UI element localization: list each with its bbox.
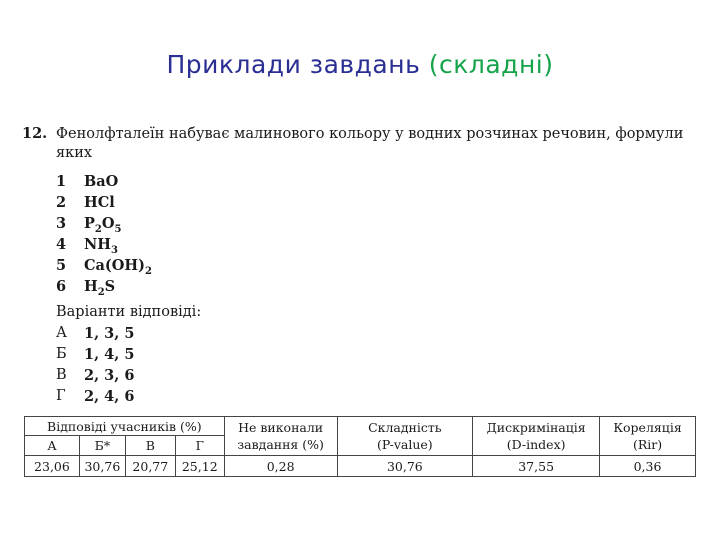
option-number: 6 bbox=[56, 278, 67, 295]
formula-subscript: 2 bbox=[94, 223, 102, 235]
option-number: 1 bbox=[56, 173, 67, 190]
formula-subscript: 3 bbox=[110, 244, 118, 256]
answer-variant-letter: А bbox=[56, 325, 67, 341]
difficulty-header-line1: Складність bbox=[368, 420, 442, 435]
answer-variant-list bbox=[56, 323, 201, 407]
question-text-continued: яких bbox=[56, 145, 93, 161]
option-number: 3 bbox=[56, 215, 67, 232]
answer-v-percent: 20,77 bbox=[125, 456, 175, 477]
slide-title-main: Приклади завдань bbox=[166, 50, 421, 79]
option-list bbox=[56, 171, 152, 297]
formula-subscript: 5 bbox=[114, 223, 122, 235]
formula-text: O bbox=[101, 215, 115, 232]
answer-b-header: Б* bbox=[79, 436, 125, 456]
answer-variant-item bbox=[56, 344, 201, 365]
answer-a-percent: 23,06 bbox=[25, 456, 80, 477]
answer-g-header: Г bbox=[175, 436, 224, 456]
answer-variant-item bbox=[56, 365, 201, 386]
difficulty-header-line2: (P-value) bbox=[377, 437, 433, 452]
question-block bbox=[22, 124, 712, 162]
option-number: 5 bbox=[56, 257, 67, 274]
answer-g-percent: 25,12 bbox=[175, 456, 224, 477]
correlation-value: 0,36 bbox=[600, 456, 696, 477]
correlation-header bbox=[600, 417, 696, 456]
not-done-header-line1: Не виконали bbox=[238, 420, 324, 435]
option-formula bbox=[84, 192, 115, 213]
answer-variants-title: Варіанти відповіді: bbox=[56, 304, 202, 320]
option-number: 2 bbox=[56, 194, 67, 211]
not-done-header bbox=[224, 417, 337, 456]
formula-text: HCl bbox=[84, 194, 115, 211]
correlation-header-line2: (Rir) bbox=[632, 437, 663, 452]
option-formula bbox=[84, 255, 152, 276]
not-done-value: 0,28 bbox=[224, 456, 337, 477]
answer-variant-letter: В bbox=[56, 367, 67, 383]
difficulty-header bbox=[337, 417, 473, 456]
formula-text: S bbox=[104, 278, 116, 295]
correlation-header-line1: Кореляція bbox=[613, 420, 682, 435]
formula-text: Ca(OH) bbox=[84, 257, 145, 274]
answer-variant-item bbox=[56, 386, 201, 407]
formula-subscript: 2 bbox=[145, 265, 152, 277]
answer-variant-value: 1, 4, 5 bbox=[84, 346, 135, 363]
answer-variant-value: 2, 4, 6 bbox=[84, 388, 135, 405]
discrimination-header-line2: (D-index) bbox=[506, 437, 566, 452]
discrimination-value: 37,55 bbox=[473, 456, 600, 477]
discrimination-header-line1: Дискримінація bbox=[486, 420, 586, 435]
formula-text: BaO bbox=[84, 173, 119, 190]
option-item bbox=[56, 171, 152, 192]
table-row bbox=[25, 456, 696, 477]
discrimination-header bbox=[473, 417, 600, 456]
answer-variant-letter: Г bbox=[56, 388, 66, 404]
participants-answers-header: Відповіді учасників (%) bbox=[25, 417, 225, 436]
option-item bbox=[56, 213, 152, 234]
formula-text: P bbox=[84, 215, 95, 232]
question-text: Фенолфталеїн набуває малинового кольору у водних розчинах речовин, формули bbox=[56, 126, 684, 142]
option-formula bbox=[84, 171, 118, 192]
option-formula bbox=[84, 234, 118, 255]
answer-a-header: А bbox=[25, 436, 80, 456]
answer-variant-value: 2, 3, 6 bbox=[84, 367, 135, 384]
answer-b-percent: 30,76 bbox=[79, 456, 125, 477]
answer-v-header: В bbox=[125, 436, 175, 456]
statistics-table bbox=[24, 416, 696, 477]
answer-variant-value: 1, 3, 5 bbox=[84, 325, 135, 342]
option-number: 4 bbox=[56, 236, 67, 253]
formula-subscript: 2 bbox=[97, 286, 105, 298]
option-item bbox=[56, 192, 152, 213]
formula-text: NH bbox=[84, 236, 111, 253]
formula-text: H bbox=[84, 278, 98, 295]
difficulty-value: 30,76 bbox=[337, 456, 473, 477]
slide-title-accent: (складні) bbox=[428, 50, 554, 79]
slide-title bbox=[0, 50, 720, 79]
answer-variant-letter: Б bbox=[56, 346, 67, 362]
not-done-header-line2: завдання (%) bbox=[237, 437, 324, 452]
option-item bbox=[56, 234, 152, 255]
answer-variant-item bbox=[56, 323, 201, 344]
option-item bbox=[56, 276, 152, 297]
option-formula bbox=[84, 213, 121, 234]
option-item bbox=[56, 255, 152, 276]
question-number: 12. bbox=[22, 125, 48, 142]
answer-variants bbox=[56, 302, 201, 407]
option-formula bbox=[84, 276, 115, 297]
